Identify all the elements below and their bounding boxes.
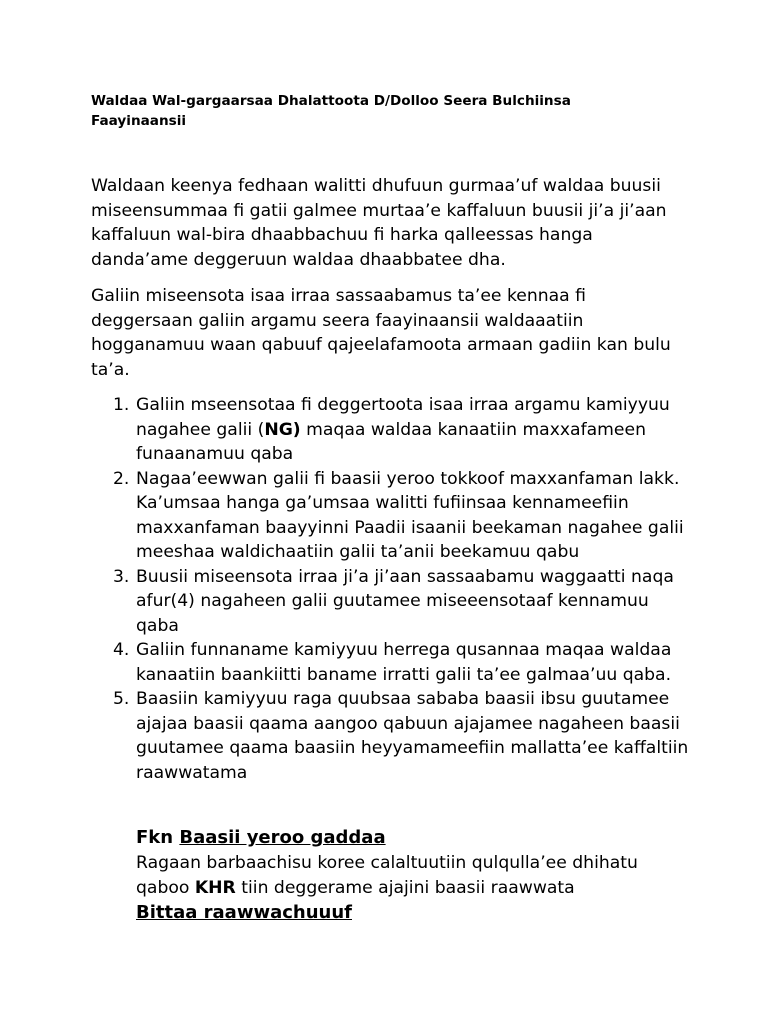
evidence-text: Ragaan barbaachisu koree calaltuutiin qulqulla’ee dhihatu qaboo — [136, 853, 638, 898]
intro-paragraph: Waldaan keenya fedhaan walitti dhufuun gurmaa’uf waldaa buusii miseensummaa fi gatii galmee murtaa’e kaffaluun buusii ji’a ji’aan kaffaluun wal-bira dhaabbachuu fi harka qalleessas hanga danda’ame deggeruun waldaa dhaabbatee dha. — [91, 176, 667, 270]
mourning-expense-heading: Baasii yeroo gaddaa — [179, 827, 386, 848]
list-item-text: Buusii miseensota irraa ji’a ji’aan sassaabamu waggaatti naqa afur(4) nagaheen galii guutamee miseeensotaaf kennamuu qaba — [136, 566, 674, 636]
list-item — [91, 467, 691, 565]
rules-list — [91, 393, 691, 785]
list-item-text: Galiin funnaname kamiyyuu herrega qusannaa maqaa waldaa kanaatiin baankiitti baname irratti galii ta’ee galmaa’uu qaba. — [136, 640, 672, 685]
purchase-heading: Bittaa raawwachuuuf — [136, 902, 352, 923]
list-item-number: 4. — [113, 640, 130, 660]
example-prefix: Fkn — [136, 827, 180, 848]
evidence-bold: KHR — [194, 877, 236, 898]
list-item — [91, 687, 691, 785]
list-item — [91, 565, 691, 639]
example-heading — [136, 826, 696, 851]
list-item — [91, 638, 691, 687]
document-title — [91, 91, 651, 131]
list-item-text: Galiin mseensotaa fi deggertoota isaa irraa argamu kamiyyuu nagahee galii ( — [136, 395, 670, 440]
evidence-paragraph — [136, 851, 696, 900]
title-line-1: Waldaa Wal-gargaarsaa Dhalattoota D/Dolloo Seera Bulchiinsa — [91, 93, 571, 109]
evidence-text-continued: tiin deggerame ajajini baasii raawwata — [235, 877, 575, 898]
list-item-text: Nagaa’eewwan galii fi baasii yeroo tokkoof maxxanfaman lakk. Ka’umsaa hanga ga’umsaa walitti fufiinsaa kennameefiin maxxanfaman baayyinni Paadii isaanii beekaman nagahee galii meeshaa waldichaatiin galii ta’anii beekamuu qabu — [136, 468, 684, 562]
list-item-bold: NG) — [264, 419, 301, 440]
list-item-number: 3. — [113, 566, 130, 587]
list-item-text: Baasiin kamiyyuu raga quubsaa sababa baasii ibsu guutamee ajajaa baasii qaama aangoo qabuun ajajamee nagaheen baasii guutamee qaama baasiin heyyamameefiin mallatta’ee kaffaltiin raawwatama — [136, 689, 689, 783]
list-item-number: 2. — [113, 468, 130, 489]
list-item-number: 1. — [113, 395, 130, 415]
list-item-number: 5. — [113, 689, 130, 709]
title-line-2: Faayinaansii — [91, 113, 187, 129]
list-item-text-continued: maqaa waldaa kanaatiin maxxafameen funaanamuu qaba — [136, 419, 646, 464]
policy-paragraph: Galiin miseensota isaa irraa sassaabamus ta’ee kennaa fi deggersaan galiin argamu seera faayinaansii waldaaatiin hogganamuu waan qabuuf qajeelafamoota armaan gadiin kan bulu ta’a. — [91, 286, 671, 380]
list-item — [91, 393, 691, 467]
